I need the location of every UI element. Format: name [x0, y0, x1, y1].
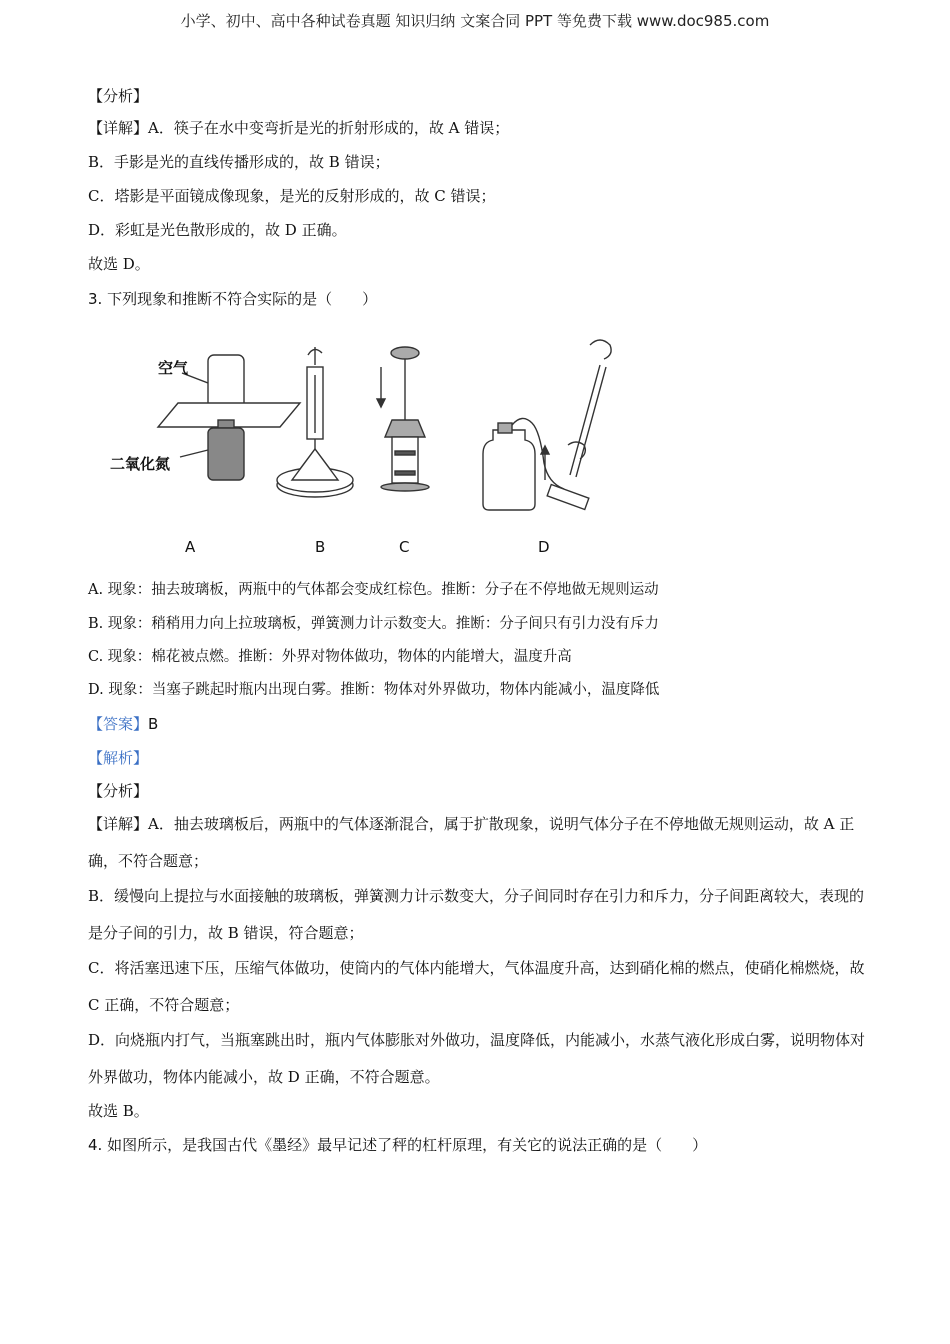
q2-detail-b: B．手影是光的直线传播形成的，故 B 错误； — [88, 153, 390, 171]
q3-detail-b: B．缓慢向上提拉与水面接触的玻璃板，弹簧测力计示数变大，分子间同时存在引力和斥力，分子间距离较大，表现的是分子间的引力，故 B 错误，符合题意； — [88, 887, 865, 942]
page-header: 小学、初中、高中各种试卷真题 知识归纳 文案合同 PPT 等免费下载 www.doc985.com — [180, 12, 770, 30]
q3-detail-a: 【详解】A．抽去玻璃板后，两瓶中的气体逐渐混合，属于扩散现象，说明气体分子在不停地做无规则运动，故 A 正确，不符合题意； — [88, 815, 855, 870]
q2-detail-a: 【详解】A．筷子在水中变弯折是光的折射形成的，故 A 错误； — [88, 119, 510, 137]
q4-stem: 如图所示，是我国古代《墨经》最早记述了秤的杠杆原理，有关它的说法正确的是（ ） — [107, 1136, 708, 1154]
panel-label-d: D — [538, 538, 550, 556]
q3-detail-c: C．将活塞迅速下压，压缩气体做功，使筒内的气体内能增大，气体温度升高，达到硝化棉的燃点，使硝化棉燃烧，故 C 正确，不符合题意； — [88, 959, 865, 1014]
panel-label-c: C — [399, 538, 410, 556]
q4-number: 4. — [88, 1136, 103, 1154]
q3-option-b: B. 现象：稍稍用力向上拉玻璃板，弹簧测力计示数变大。推断：分子间只有引力没有斥力 — [88, 616, 659, 632]
q3-answer: B — [148, 715, 159, 733]
panel-d-flask-pump — [483, 340, 611, 510]
q3-analysis-label: 【分析】 — [88, 782, 149, 800]
q3-option-d: D. 现象：当塞子跳起时瓶内出现白雾。推断：物体对外界做功，物体内能减小，温度降低 — [88, 682, 660, 698]
q2-analysis-label: 【分析】 — [88, 87, 149, 105]
q2-detail-d: D．彩虹是光色散形成的，故 D 正确。 — [88, 221, 347, 239]
panel-c-piston — [377, 347, 429, 491]
q2-conclusion: 故选 D。 — [88, 255, 150, 273]
label-air: 空气 — [158, 359, 189, 377]
q4-stem-line — [88, 1135, 707, 1155]
q2-detail-c: C．塔影是平面镜成像现象，是光的反射形成的，故 C 错误； — [88, 187, 496, 205]
q3-answer-label: 【答案】 — [88, 715, 149, 733]
q3-jiexi-label: 【解析】 — [88, 749, 149, 767]
label-no2: 二氧化氮 — [110, 455, 171, 473]
q3-answer-line — [88, 714, 158, 734]
panel-b-spring-scale — [277, 347, 353, 497]
q3-stem: 下列现象和推断不符合实际的是（ ） — [107, 290, 378, 308]
q3-conclusion: 故选 B。 — [88, 1102, 149, 1120]
q3-option-a: A. 现象：抽去玻璃板，两瓶中的气体都会变成红棕色。推断：分子在不停地做无规则运动 — [88, 582, 659, 598]
q3-stem-line — [88, 289, 377, 309]
panel-label-b: B — [315, 538, 326, 556]
q3-number: 3. — [88, 290, 103, 308]
q3-figure — [100, 325, 640, 565]
panel-label-a: A — [185, 538, 196, 556]
q3-detail-d: D．向烧瓶内打气，当瓶塞跳出时，瓶内气体膨胀对外做功，温度降低，内能减小，水蒸气液化形成白雾，说明物体对外界做功，物体内能减小，故 D 正确，不符合题意。 — [88, 1031, 866, 1086]
q3-option-c: C. 现象：棉花被点燃。推断：外界对物体做功，物体的内能增大，温度升高 — [88, 649, 572, 665]
